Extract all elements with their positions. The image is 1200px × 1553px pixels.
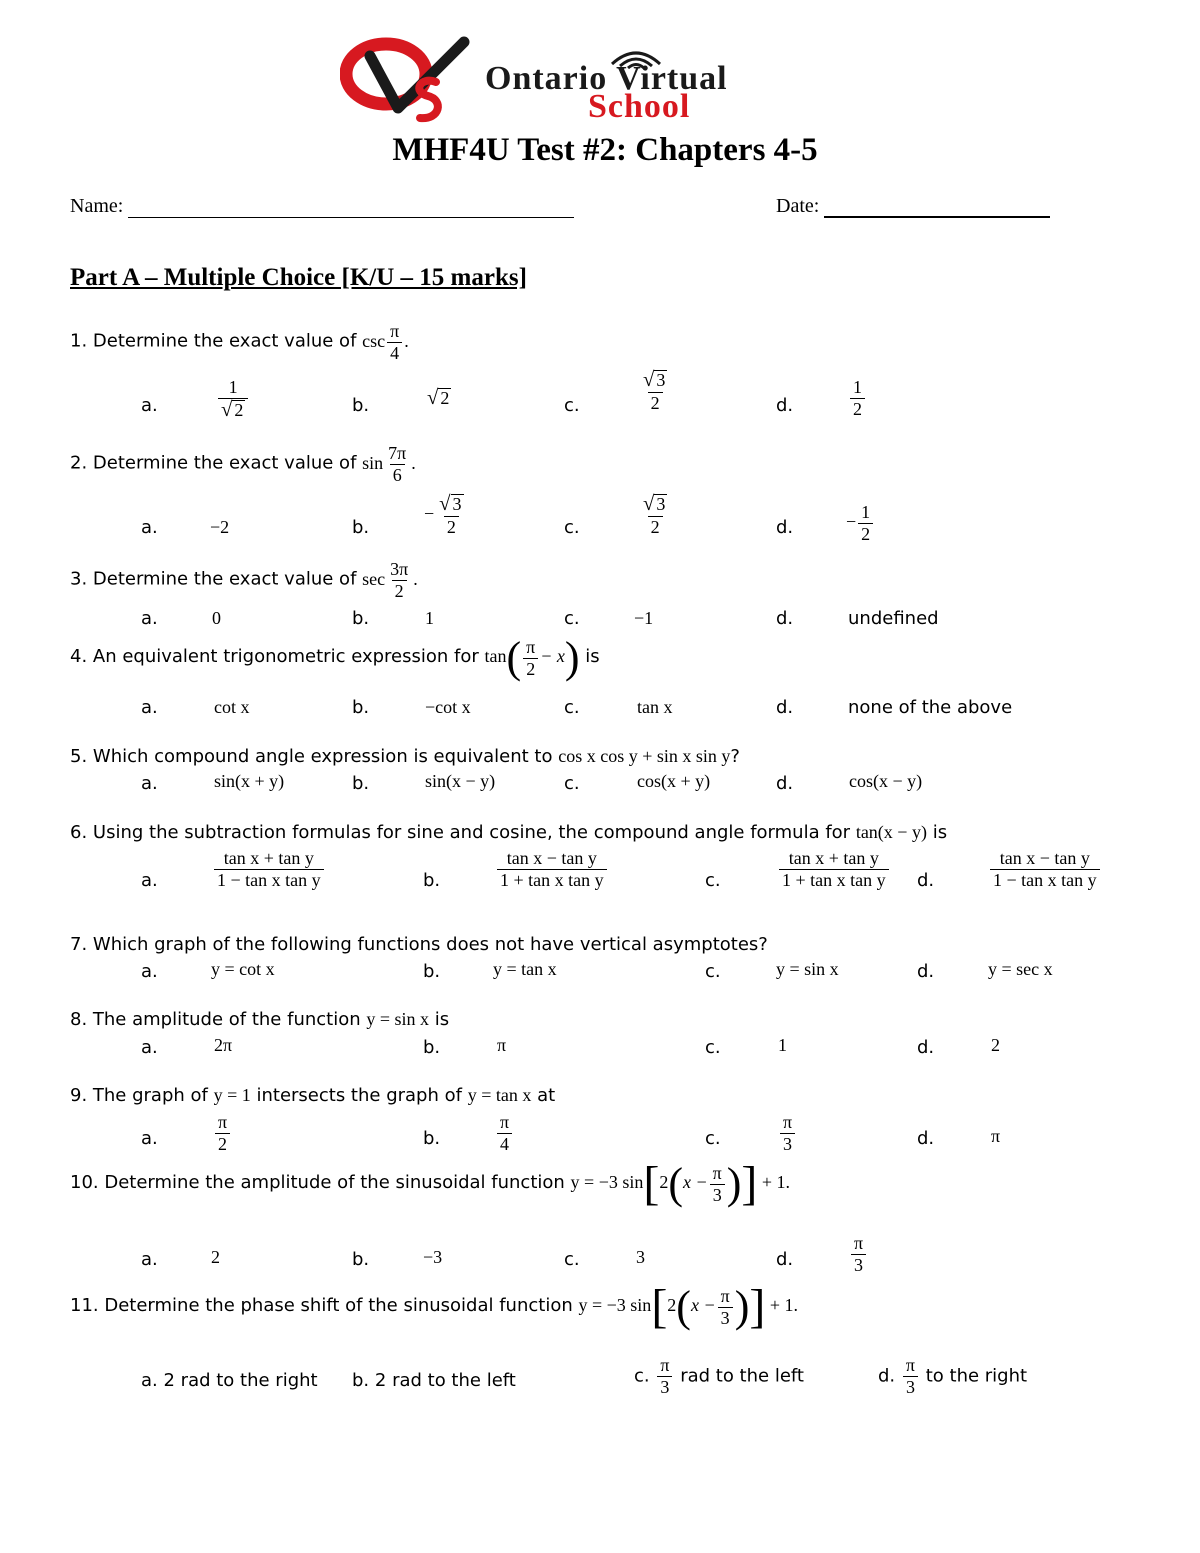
option-d[interactable]: d. [917, 1037, 935, 1058]
option-a-value: sin(x + y) [214, 771, 285, 791]
ovs-logo-mark [340, 36, 470, 126]
option-b-value: $\frac{\pi}{4}$ [495, 1113, 514, 1154]
question-6 [70, 822, 947, 843]
logo-line1: Ontario Virtual [485, 60, 728, 97]
math-expression: tan( $\frac{\pi}{2}$ − x) [484, 633, 580, 682]
math-expression-2: y = tan x [467, 1085, 532, 1105]
question-text: 2. Determine the exact value of [70, 452, 357, 474]
option-c-value: $\frac{\text{tan x + tan y}}{\text{1 + tan x tan y}}$ [777, 849, 891, 890]
page-title: MHF4U Test #2: Chapters 4-5 [392, 132, 818, 168]
option-a-value: 1 √ 2 [216, 378, 250, 421]
option-b[interactable]: b. [352, 773, 370, 794]
question-text: 6. Using the subtraction formulas for sine and cosine, the compound angle formula for [70, 822, 851, 843]
option-d-value: $\frac{1}{2}$ [848, 378, 867, 419]
option-b-value: − √ 3 2 [424, 493, 462, 537]
option-a-value: y = cot x [211, 959, 275, 979]
option-b-value: 1 [425, 608, 434, 628]
question-8 [70, 1009, 449, 1030]
option-c-value: tan x [637, 697, 673, 717]
option-a[interactable]: a. [141, 961, 158, 982]
option-c-value: cos(x + y) [637, 771, 711, 791]
question-3 [70, 560, 418, 601]
math-expression: y = 1 [213, 1085, 251, 1105]
option-b[interactable]: b. [352, 697, 370, 718]
question-7 [70, 934, 768, 955]
option-b-value: √ 2 [427, 387, 450, 410]
math-expression: cos x cos y + sin x sin y [558, 746, 731, 766]
option-d-value: − $\frac{1}{2}$ [846, 503, 875, 544]
option-b-value: −3 [423, 1247, 443, 1267]
math-expression: tan(x − y) [855, 822, 927, 842]
option-a[interactable]: a. [141, 1128, 158, 1149]
option-d[interactable]: d. [917, 1128, 935, 1149]
option-a[interactable]: a. [141, 1249, 158, 1270]
section-heading: Part A – Multiple Choice [K/U – 15 marks] [70, 264, 527, 291]
question-middle: intersects the graph of [256, 1085, 462, 1106]
math-expression: y = sin x [366, 1009, 430, 1029]
option-d[interactable]: d. [917, 870, 935, 891]
option-c-value: √ 3 2 [643, 369, 666, 413]
option-c-value: √ 3 2 [643, 493, 666, 537]
option-d-value: to the right [925, 1365, 1028, 1387]
option-c-value: rad to the left [680, 1365, 804, 1387]
option-a-value: 2 rad to the right [163, 1370, 318, 1391]
question-text: 5. Which compound angle expression is equivalent to [70, 746, 553, 767]
option-d[interactable]: d. $\frac{\pi}{3}$ to the right [878, 1355, 1028, 1397]
option-c[interactable]: c. [564, 517, 580, 538]
option-a-value: −2 [210, 517, 230, 537]
option-a[interactable]: a. 2 rad to the right [141, 1370, 318, 1391]
question-text: 4. An equivalent trigonometric expression for [70, 646, 479, 668]
option-d-value: π [991, 1126, 1001, 1146]
option-a-value: 0 [212, 608, 221, 628]
option-d-value: cos(x − y) [849, 771, 923, 791]
option-c[interactable]: c. [564, 608, 580, 629]
option-b-value: sin(x − y) [425, 771, 496, 791]
question-suffix: ? [730, 746, 740, 767]
question-text: 9. The graph of [70, 1085, 208, 1106]
logo-line2: School [588, 88, 691, 125]
option-a-value: 2π [214, 1035, 233, 1055]
option-b-value: π [497, 1035, 507, 1055]
option-a-value: $\frac{\text{tan x + tan y}}{\text{1 − tan x tan y}}$ [212, 849, 326, 890]
question-suffix: is [434, 1009, 450, 1030]
question-suffix: is [932, 822, 948, 843]
option-a-value: $\frac{\pi}{2}$ [213, 1113, 232, 1154]
option-a[interactable]: a. [141, 517, 158, 538]
option-d[interactable]: d. [776, 773, 794, 794]
question-text: 3. Determine the exact value of [70, 568, 357, 590]
option-c[interactable]: c. [564, 395, 580, 416]
option-d[interactable]: d. [776, 1249, 794, 1270]
question-suffix: is [585, 646, 600, 668]
name-label: Name: [70, 195, 124, 217]
option-c[interactable]: c. [705, 961, 721, 982]
option-d-value: $\frac{\text{tan x − tan y}}{\text{1 − tan x tan y}}$ [988, 849, 1102, 890]
option-a-value: cot x [214, 697, 250, 717]
date-row [776, 195, 1050, 218]
option-d[interactable]: d. [776, 517, 794, 538]
name-row [70, 195, 574, 218]
option-b[interactable]: b. [423, 870, 441, 891]
math-expression: y = −3 sin[2(x − $\frac{\pi}{3}$ )] + 1. [578, 1280, 798, 1333]
option-b[interactable]: b. 2 rad to the left [352, 1370, 516, 1391]
option-d-value: y = sec x [988, 959, 1053, 979]
option-c[interactable]: c. [705, 870, 721, 891]
math-expression: y = −3 sin[2(x − $\frac{\pi}{3}$ )] + 1. [570, 1157, 791, 1210]
option-b[interactable]: b. [352, 1249, 370, 1270]
option-a[interactable]: a. [141, 697, 158, 718]
option-d-value: $\frac{\pi}{3}$ [849, 1234, 868, 1275]
option-c-value: $\frac{\pi}{3}$ [778, 1113, 797, 1154]
option-c-value: y = sin x [776, 959, 839, 979]
option-b-value: $\frac{\text{tan x − tan y}}{\text{1 + tan x tan y}}$ [495, 849, 609, 890]
option-a[interactable]: a. [141, 395, 158, 416]
option-b-value: y = tan x [493, 959, 557, 979]
question-text: 8. The amplitude of the function [70, 1009, 361, 1030]
option-a[interactable]: a. [141, 608, 158, 629]
math-expression: sec $\frac{3\pi}{2}$ . [362, 559, 418, 601]
name-field[interactable] [128, 197, 574, 218]
option-b[interactable]: b. [352, 517, 370, 538]
option-a-value: 2 [211, 1247, 220, 1267]
question-text: 10. Determine the amplitude of the sinusoidal function [70, 1172, 565, 1194]
math-expression: sin $\frac{7\pi}{6}$ . [362, 443, 416, 485]
option-d[interactable]: d. [776, 697, 794, 718]
question-4 [70, 633, 600, 682]
question-text: 7. Which graph of the following functions does not have vertical asymptotes? [70, 934, 768, 955]
option-d[interactable]: d. [776, 608, 794, 629]
option-d-value: 2 [991, 1035, 1000, 1055]
option-d-value: undefined [848, 608, 939, 629]
math-expression: csc $\frac{\pi}{4}$ . [362, 321, 409, 363]
option-c-value: −1 [634, 608, 654, 628]
option-d[interactable]: d. [776, 395, 794, 416]
option-c[interactable]: c. [705, 1037, 721, 1058]
option-b[interactable]: b. [423, 1037, 441, 1058]
date-field[interactable] [824, 196, 1050, 218]
question-suffix: at [537, 1085, 556, 1106]
school-logo [340, 36, 865, 128]
option-a[interactable]: a. [141, 773, 158, 794]
option-c[interactable]: c. [564, 1249, 580, 1270]
question-2 [70, 444, 416, 485]
question-10 [70, 1157, 791, 1210]
question-9 [70, 1085, 555, 1106]
option-d[interactable]: d. [917, 961, 935, 982]
question-5 [70, 746, 740, 767]
option-b[interactable]: b. [423, 1128, 441, 1149]
option-c[interactable]: c. $\frac{\pi}{3}$ rad to the left [634, 1355, 804, 1397]
option-c-value: 3 [636, 1247, 645, 1267]
option-b-value: −cot x [425, 697, 471, 717]
option-a[interactable]: a. [141, 870, 158, 891]
question-text: 1. Determine the exact value of [70, 330, 357, 352]
option-c-value: 1 [778, 1035, 787, 1055]
option-b-value: 2 rad to the left [374, 1370, 516, 1391]
date-label: Date: [776, 195, 820, 217]
option-b[interactable]: b. [423, 961, 441, 982]
option-b[interactable]: b. [352, 395, 370, 416]
option-c[interactable]: c. [564, 697, 580, 718]
question-1 [70, 322, 409, 363]
question-text: 11. Determine the phase shift of the sinusoidal function [70, 1295, 573, 1317]
question-11 [70, 1280, 798, 1333]
option-b[interactable]: b. [352, 608, 370, 629]
option-d-value: none of the above [848, 697, 1013, 718]
option-c[interactable]: c. [705, 1128, 721, 1149]
option-a[interactable]: a. [141, 1037, 158, 1058]
option-c[interactable]: c. [564, 773, 580, 794]
